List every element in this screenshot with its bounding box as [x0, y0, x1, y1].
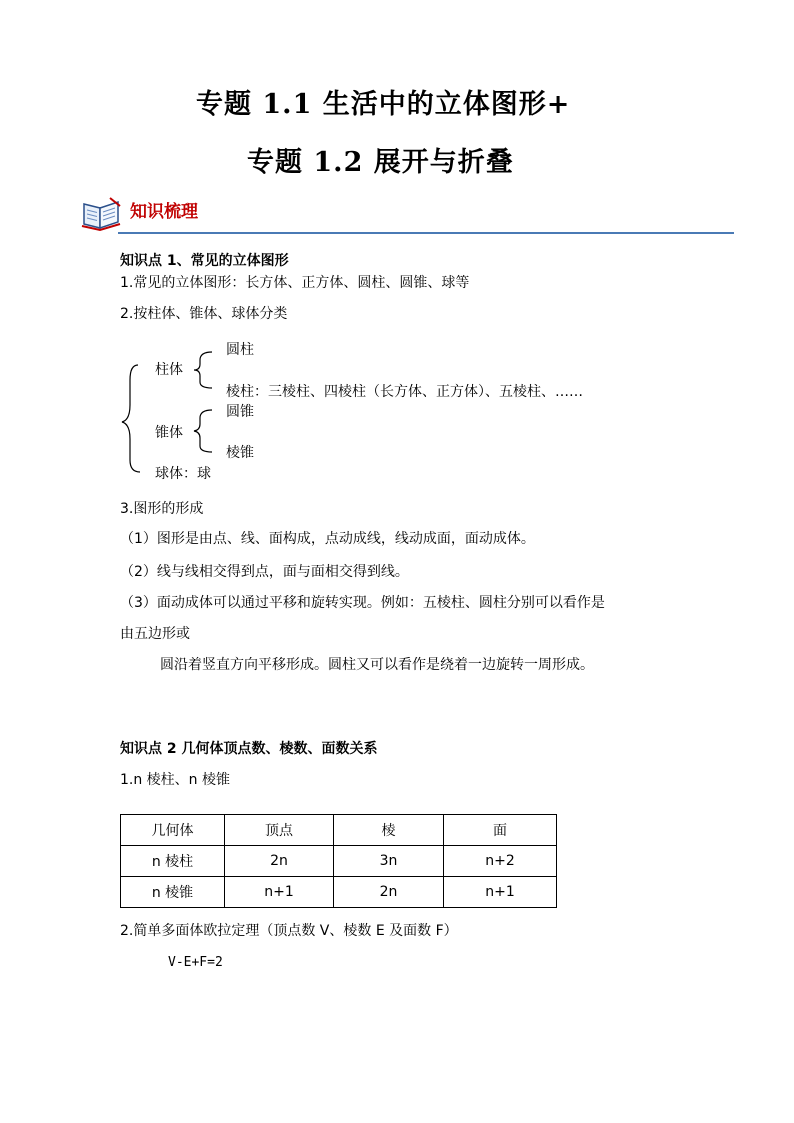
tree-qiuti: 球体：球	[155, 466, 211, 482]
table-header-cell: 面	[444, 815, 557, 846]
polyhedra-table	[120, 814, 557, 908]
kp1-paragraph-3a: （3）面动成体可以通过平移和旋转实现。例如：五棱柱、圆柱分别可以看作是	[120, 595, 605, 611]
table-cell: n+2	[444, 846, 557, 877]
section-label: 知识梳理	[130, 202, 198, 222]
table-header-cell: 几何体	[121, 815, 225, 846]
table-row	[121, 846, 557, 877]
table-header-cell: 顶点	[225, 815, 334, 846]
kp2-line-1: 1.n 棱柱、n 棱锥	[120, 772, 231, 788]
section-divider	[118, 232, 734, 234]
tree-yuanzhui: 圆锥	[226, 404, 254, 420]
kp1-line-3: 3.图形的形成	[120, 501, 204, 517]
kp1-line-2: 2.按柱体、锥体、球体分类	[120, 306, 288, 322]
kp1-paragraph-3b: 由五边形或	[120, 626, 190, 642]
title-line-2: 专题 1.2 展开与折叠	[247, 147, 514, 178]
kp2-heading: 知识点 2 几何体顶点数、棱数、面数关系	[120, 741, 378, 757]
table-cell: n+1	[225, 877, 334, 908]
kp1-paragraph-3c: 圆沿着竖直方向平移形成。圆柱又可以看作是绕着一边旋转一周形成。	[160, 657, 594, 673]
tree-lengzhu: 棱柱：三棱柱、四棱柱（长方体、正方体）、五棱柱、……	[226, 384, 583, 400]
table-cell: n+1	[444, 877, 557, 908]
kp1-paragraph-1: （1）图形是由点、线、面构成，点动成线，线动成面，面动成体。	[120, 531, 535, 547]
table-cell: 3n	[334, 846, 444, 877]
table-row	[121, 877, 557, 908]
book-icon	[80, 196, 124, 232]
table-cell: n 棱锥	[121, 877, 225, 908]
kp1-line-1: 1.常见的立体图形：长方体、正方体、圆柱、圆锥、球等	[120, 275, 470, 291]
title-line-1: 专题 1.1 生活中的立体图形+	[196, 89, 571, 120]
kp2-line-2: 2.简单多面体欧拉定理（顶点数 V、棱数 E 及面数 F）	[120, 923, 458, 939]
tree-zhuti: 柱体	[155, 362, 183, 378]
table-cell: 2n	[334, 877, 444, 908]
table-cell: n 棱柱	[121, 846, 225, 877]
tree-zhuiti: 锥体	[155, 425, 183, 441]
table-header-row	[121, 815, 557, 846]
table-cell: 2n	[225, 846, 334, 877]
tree-yuanzhu: 圆柱	[226, 342, 254, 358]
tree-lengzhui: 棱锥	[226, 445, 254, 461]
euler-formula: V-E+F=2	[168, 955, 223, 970]
kp1-heading: 知识点 1、常见的立体图形	[120, 253, 289, 269]
table-header-cell: 棱	[334, 815, 444, 846]
kp1-paragraph-2: （2）线与线相交得到点，面与面相交得到线。	[120, 564, 409, 580]
